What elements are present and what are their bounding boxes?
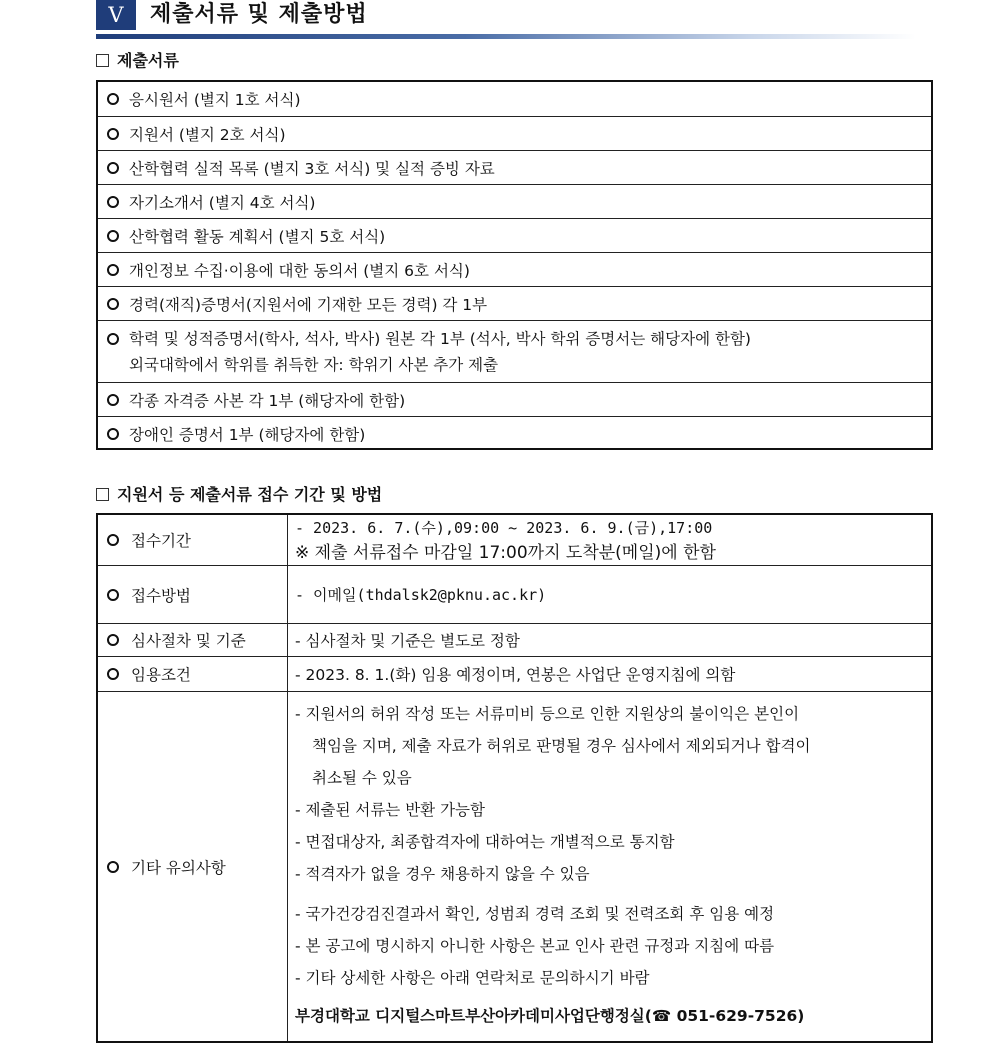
method-label: 접수방법 bbox=[131, 586, 191, 605]
list-item bbox=[98, 286, 931, 320]
list-item-text: 응시원서 (별지 1호 서식) bbox=[129, 91, 301, 109]
circle-bullet-icon bbox=[107, 668, 119, 680]
note-item: - 국가건강검진결과서 확인, 성범죄 경력 조회 및 전력조회 후 임용 예정 bbox=[295, 905, 775, 923]
list-item bbox=[98, 184, 931, 218]
circle-bullet-icon bbox=[107, 861, 119, 873]
note-item: - 본 공고에 명시하지 아니한 사항은 본교 인사 관련 규정과 지침에 따름 bbox=[295, 937, 775, 955]
list-item-text: 장애인 증명서 1부 (해당자에 한함) bbox=[129, 425, 366, 444]
review-value: - 심사절차 및 기준은 별도로 정함 bbox=[295, 632, 520, 650]
section-header bbox=[96, 0, 916, 36]
submission-table bbox=[96, 513, 933, 1043]
circle-bullet-icon bbox=[107, 428, 119, 440]
circle-bullet-icon bbox=[107, 196, 119, 208]
list-item-text: 산학협력 활동 계획서 (별지 5호 서식) bbox=[129, 227, 386, 246]
list-item-text: 지원서 (별지 2호 서식) bbox=[129, 125, 286, 144]
employment-value: - 2023. 8. 1.(화) 임용 예정이며, 연봉은 사업단 운영지침에 의함 bbox=[295, 666, 736, 684]
note-item: 취소될 수 있음 bbox=[312, 769, 412, 787]
contact-info: 부경대학교 디지털스마트부산아카데미사업단행정실(☎ 051-629-7526) bbox=[295, 1007, 805, 1025]
documents-list bbox=[96, 80, 933, 450]
period-note: ※ 제출 서류접수 마감일 17:00까지 도착분(메일)에 한함 bbox=[295, 543, 716, 563]
period-label: 접수기간 bbox=[131, 532, 191, 550]
circle-bullet-icon bbox=[107, 230, 119, 242]
employment-label: 임용조건 bbox=[131, 666, 191, 684]
list-item bbox=[98, 320, 931, 382]
documents-heading-text: 제출서류 bbox=[117, 51, 179, 70]
list-item-text: 개인정보 수집·이용에 대한 동의서 (별지 6호 서식) bbox=[129, 261, 470, 280]
list-item bbox=[98, 382, 931, 416]
circle-bullet-icon bbox=[107, 264, 119, 276]
note-item: - 적격자가 없을 경우 채용하지 않을 수 있음 bbox=[295, 865, 590, 883]
list-item bbox=[98, 252, 931, 286]
header-underline bbox=[96, 34, 916, 39]
circle-bullet-icon bbox=[107, 162, 119, 174]
list-item-text: 산학협력 실적 목록 (별지 3호 서식) 및 실적 증빙 자료 bbox=[129, 159, 495, 178]
circle-bullet-icon bbox=[107, 93, 119, 105]
circle-bullet-icon bbox=[107, 589, 119, 601]
list-item bbox=[98, 416, 931, 450]
list-item-text: 경력(재직)증명서(지원서에 기재한 모든 경력) 각 1부 bbox=[129, 295, 488, 314]
circle-bullet-icon bbox=[107, 634, 119, 646]
review-row bbox=[98, 623, 931, 656]
square-bullet-icon bbox=[96, 488, 109, 501]
note-item: - 기타 상세한 사항은 아래 연락처로 문의하시기 바람 bbox=[295, 969, 650, 987]
list-item bbox=[98, 116, 931, 150]
section-number: V bbox=[96, 0, 136, 30]
list-item bbox=[98, 150, 931, 184]
circle-bullet-icon bbox=[107, 333, 119, 345]
circle-bullet-icon bbox=[107, 534, 119, 546]
review-label: 심사절차 및 기준 bbox=[131, 632, 246, 650]
list-item-subtext: 외국대학에서 학위를 취득한 자: 학위기 사본 추가 제출 bbox=[129, 356, 499, 374]
employment-row bbox=[98, 656, 931, 691]
note-item: - 면접대상자, 최종합격자에 대하여는 개별적으로 통지함 bbox=[295, 833, 675, 851]
period-value: - 2023. 6. 7.(수),09:00 ~ 2023. 6. 9.(금),17:00 bbox=[295, 519, 713, 537]
notes-label: 기타 유의사항 bbox=[131, 858, 226, 877]
method-row bbox=[98, 565, 931, 623]
list-item bbox=[98, 82, 931, 116]
notes-row bbox=[98, 691, 931, 1041]
note-item: - 제출된 서류는 반환 가능함 bbox=[295, 801, 486, 819]
circle-bullet-icon bbox=[107, 298, 119, 310]
list-item-text: 학력 및 성적증명서(학사, 석사, 박사) 원본 각 1부 (석사, 박사 학위 증명서는 해당자에 한함) bbox=[129, 330, 751, 348]
circle-bullet-icon bbox=[107, 394, 119, 406]
square-bullet-icon bbox=[96, 54, 109, 67]
submission-heading bbox=[96, 483, 382, 507]
documents-heading bbox=[96, 49, 179, 73]
method-value: - 이메일(thdalsk2@pknu.ac.kr) bbox=[295, 586, 547, 604]
note-item: - 지원서의 허위 작성 또는 서류미비 등으로 인한 지원상의 불이익은 본인이 bbox=[295, 705, 800, 723]
circle-bullet-icon bbox=[107, 128, 119, 140]
list-item-text: 자기소개서 (별지 4호 서식) bbox=[129, 193, 316, 212]
period-row bbox=[98, 515, 931, 565]
list-item bbox=[98, 218, 931, 252]
note-item: 책임을 지며, 제출 자료가 허위로 판명될 경우 심사에서 제외되거나 합격이 bbox=[312, 737, 811, 755]
submission-heading-text: 지원서 등 제출서류 접수 기간 및 방법 bbox=[117, 485, 383, 504]
section-title: 제출서류 및 제출방법 bbox=[150, 2, 368, 27]
list-item-text: 각종 자격증 사본 각 1부 (해당자에 한함) bbox=[129, 391, 406, 410]
